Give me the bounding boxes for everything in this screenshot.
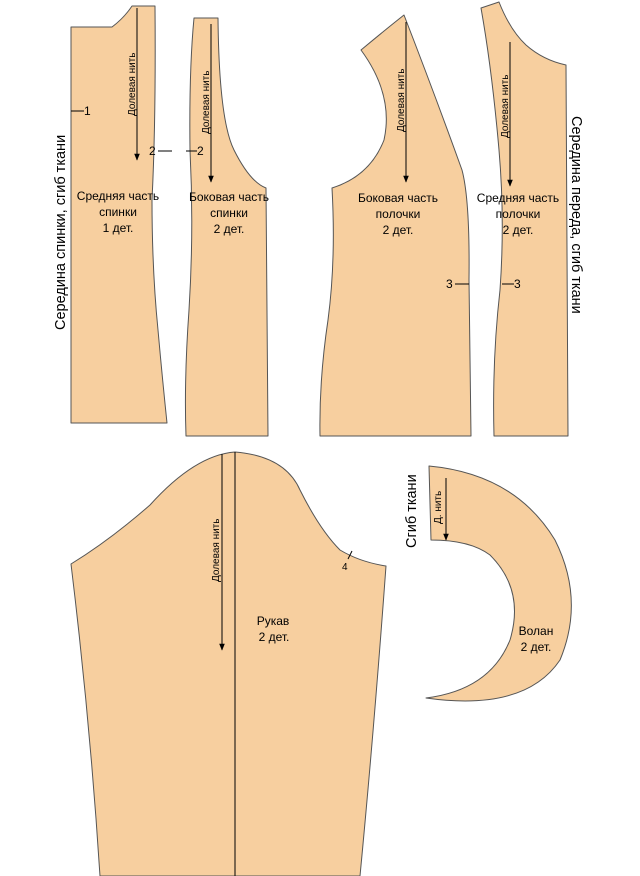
piece-front-center-sub: полочки: [495, 207, 541, 221]
notch-mark-4: 4: [342, 562, 348, 573]
grain-label-back-center: Долевая нить: [127, 52, 138, 116]
piece-flounce: [426, 466, 571, 701]
piece-back-side-sub: спинки: [210, 206, 248, 220]
piece-sleeve: [71, 452, 386, 876]
piece-front-center-name: Средняя часть: [476, 191, 560, 205]
fold-label-back: Середина спинки, сгиб ткани: [53, 134, 69, 330]
grain-label-front-side: Долевая нить: [396, 68, 407, 132]
fold-label-front: Середина переда, сгиб ткани: [568, 116, 584, 314]
piece-sleeve-count: 2 дет.: [258, 630, 290, 644]
grain-label-front-center: Долевая нить: [500, 74, 511, 138]
piece-back-center: [71, 6, 172, 423]
piece-front-center: [477, 2, 568, 436]
piece-front-center-count: 2 дет.: [502, 223, 534, 237]
piece-front-side-sub: полочки: [375, 207, 421, 221]
piece-back-side-name: Боковая часть: [188, 190, 270, 204]
piece-front-side-name: Боковая часть: [357, 191, 439, 205]
notch-mark-2b: 2: [197, 144, 204, 158]
grain-label-back-side: Долевая нить: [201, 70, 212, 134]
grain-label-sleeve: Долевая нить: [211, 518, 222, 582]
piece-sleeve-name: Рукав: [256, 614, 290, 628]
piece-back-center-name: Средняя часть: [76, 189, 160, 203]
piece-flounce-count: 2 дет.: [520, 640, 552, 654]
piece-back-center-count: 1 дет.: [102, 221, 134, 235]
piece-flounce-name: Волан: [518, 624, 554, 638]
piece-front-side: [320, 15, 471, 436]
piece-flounce-outline: [426, 466, 571, 701]
piece-sleeve-outline: [71, 452, 386, 876]
notch-mark-3b: 3: [514, 277, 521, 291]
fold-label-flounce: Сгиб ткани: [404, 474, 420, 548]
grain-label-flounce: Д. нить: [433, 490, 444, 524]
piece-back-side: [185, 18, 269, 436]
notch-mark-1: 1: [84, 104, 91, 118]
notch-mark-2a: 2: [149, 144, 156, 158]
piece-back-side-count: 2 дет.: [213, 222, 245, 236]
piece-front-side-count: 2 дет.: [382, 223, 414, 237]
piece-back-center-sub: спинки: [99, 205, 137, 219]
notch-mark-3a: 3: [446, 277, 453, 291]
